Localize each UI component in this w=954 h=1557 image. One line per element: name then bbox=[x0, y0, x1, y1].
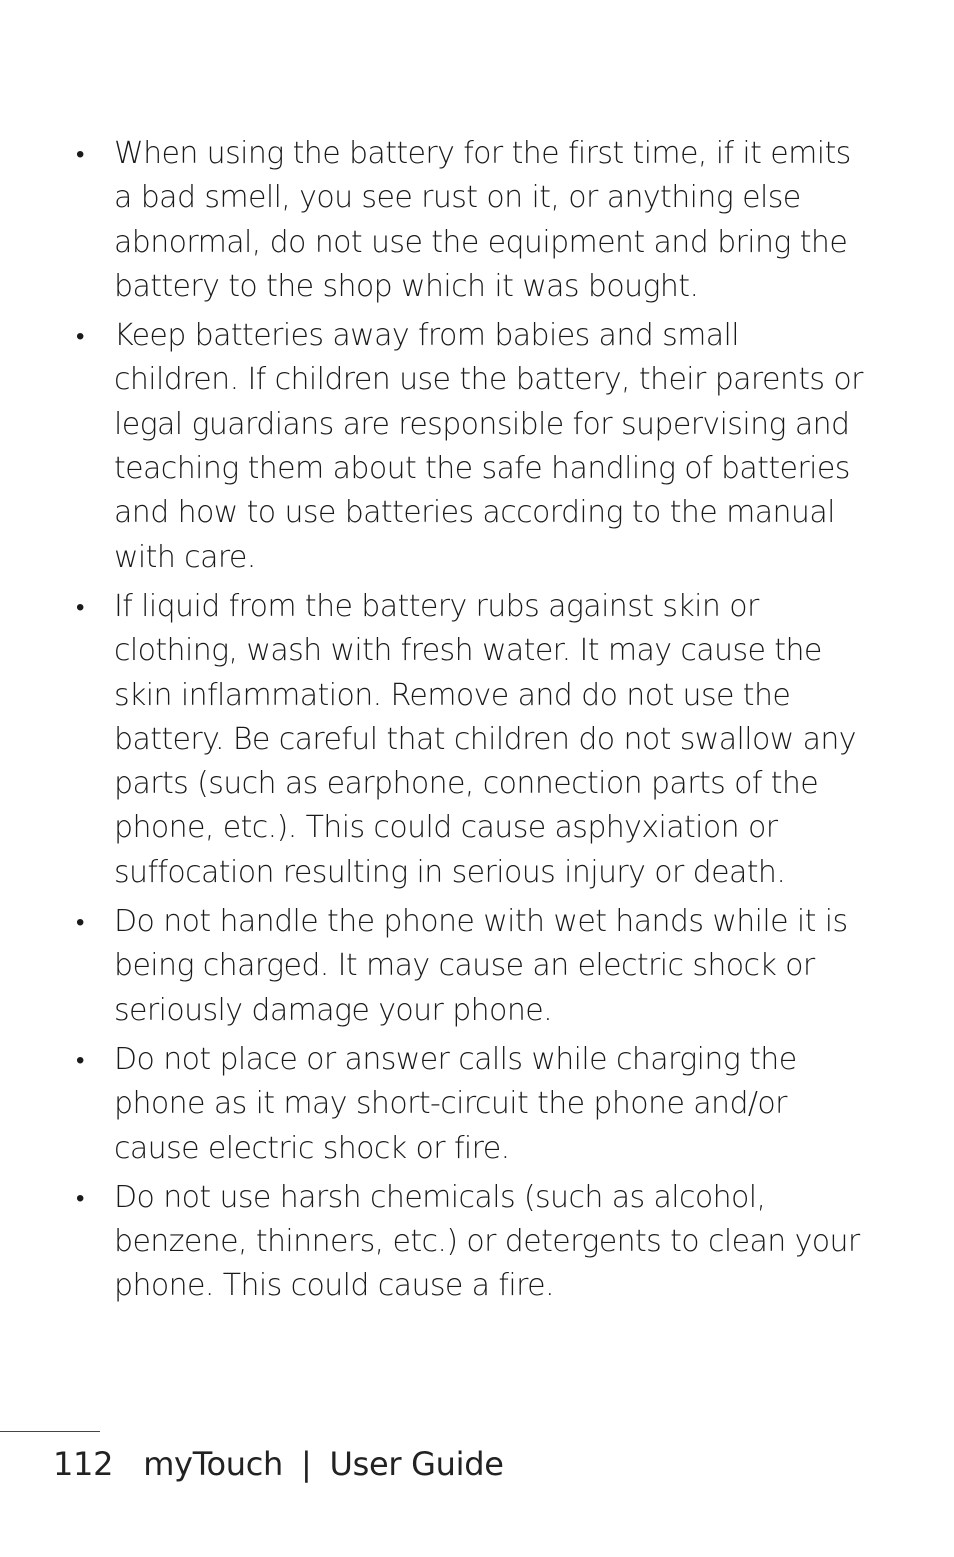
guide-title: User Guide bbox=[329, 1445, 504, 1483]
bullet-dot-icon: • bbox=[76, 140, 84, 168]
bullet-text: When using the battery for the first time, if it emits a bad smell, you see rust on it, or anything else abnormal, do not use the equipment and bring the battery to the shop which it was bought. bbox=[114, 136, 851, 304]
bullet-text: Keep batteries away from babies and small children. If children use the battery, their parents or legal guardians are responsible for supervising and teaching them about the safe handling of batteries and how to use batteries according to the manual with care. bbox=[114, 318, 863, 575]
footer-divider bbox=[0, 1431, 100, 1432]
bullet-text: Do not use harsh chemicals (such as alcohol, benzene, thinners, etc.) or detergents to clean your phone. This could cause a fire. bbox=[114, 1179, 860, 1304]
bullet-text: Do not handle the phone with wet hands while it is being charged. It may cause an electric shock or seriously damage your phone. bbox=[114, 904, 848, 1028]
footer-separator: | bbox=[301, 1445, 312, 1483]
page-number: 112 bbox=[53, 1445, 114, 1483]
bullet-item bbox=[72, 1038, 872, 1171]
bullet-dot-icon: • bbox=[76, 1183, 84, 1212]
bullet-dot-icon: • bbox=[76, 592, 84, 621]
bullet-dot-icon: • bbox=[76, 1045, 84, 1074]
bullet-text: If liquid from the battery rubs against skin or clothing, wash with fresh water. It may cause the skin inflammation. Remove and do not use the battery. Be careful that children do not swallow any parts (such as earphone, connection parts of the phone, etc.). This could cause asphyxiation or suffocation resulting in serious injury or death. bbox=[114, 588, 856, 890]
product-name: myTouch bbox=[143, 1445, 284, 1483]
bullet-dot-icon: • bbox=[76, 908, 84, 937]
bullet-item bbox=[72, 1176, 872, 1309]
bullet-item bbox=[72, 900, 872, 1033]
bullet-text: Do not place or answer calls while charging the phone as it may short-circuit the phone and/or cause electric shock or fire. bbox=[114, 1041, 797, 1166]
safety-bullet-list bbox=[72, 132, 872, 1314]
page-footer bbox=[53, 1442, 504, 1486]
bullet-item bbox=[72, 314, 872, 580]
bullet-dot-icon: • bbox=[76, 322, 84, 351]
bullet-item bbox=[72, 585, 872, 895]
bullet-item bbox=[72, 132, 872, 309]
